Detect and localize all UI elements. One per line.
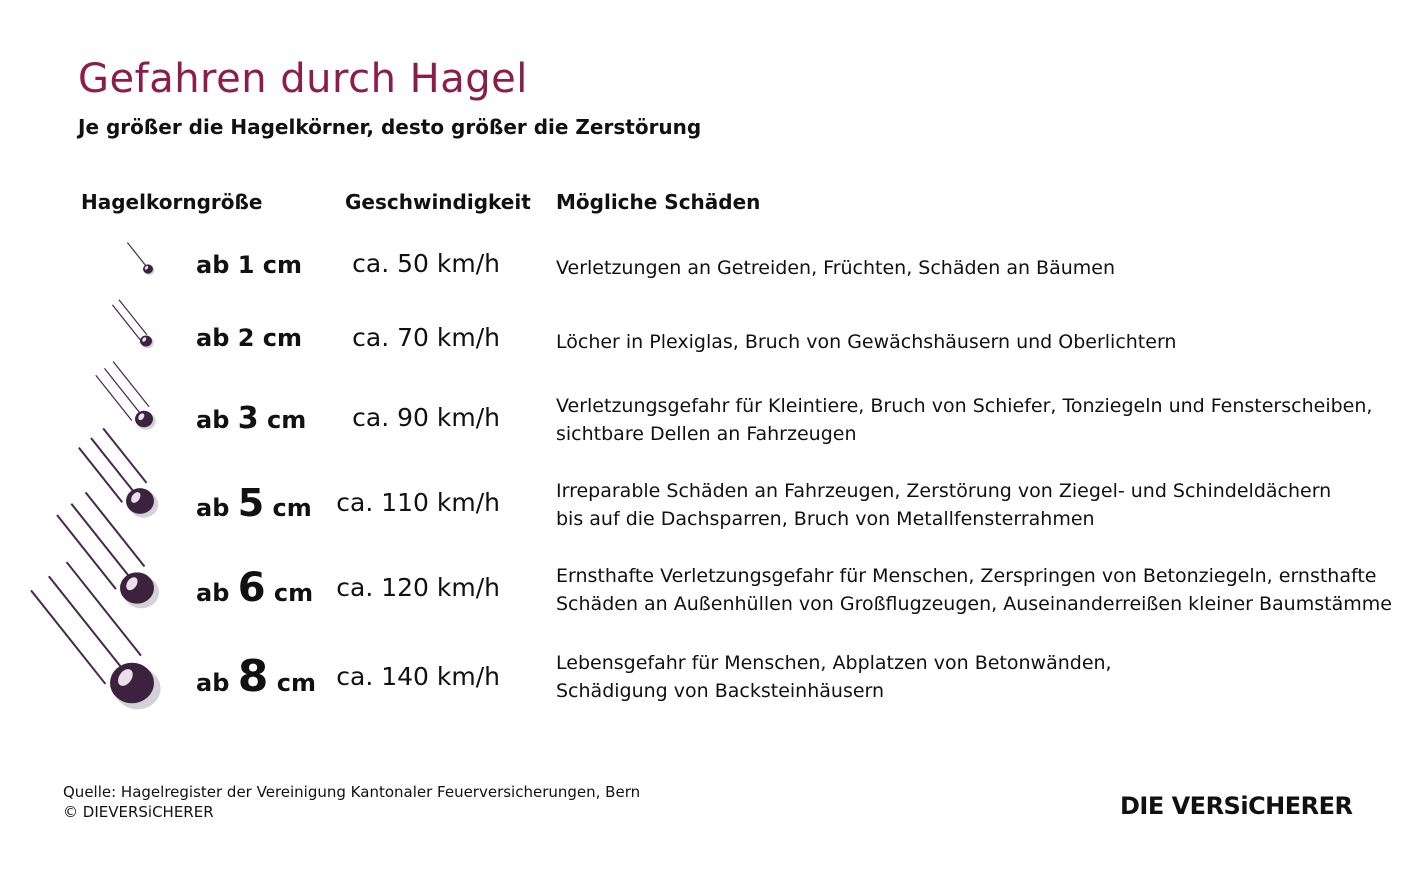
damage-line: Lebensgefahr für Menschen, Abplatzen von Betonwänden, xyxy=(556,652,1112,674)
size-prefix: ab xyxy=(196,324,238,352)
damage-description xyxy=(556,392,1372,448)
hail-size-label xyxy=(196,651,316,702)
size-prefix: ab xyxy=(196,494,238,523)
size-unit: cm xyxy=(254,324,303,352)
hail-streak xyxy=(127,243,146,266)
hail-size-label xyxy=(196,565,313,611)
column-header-speed: Geschwindigkeit xyxy=(345,190,531,214)
page-subtitle: Je größer die Hagelkörner, desto größer die Zerstörung xyxy=(78,115,702,139)
hail-streak xyxy=(91,438,134,493)
size-value: 5 xyxy=(237,481,265,526)
size-prefix: ab xyxy=(196,579,238,608)
hailstone-icon xyxy=(0,0,140,120)
hail-streak xyxy=(104,368,140,413)
size-prefix: ab xyxy=(196,251,238,279)
hail-size-label xyxy=(196,481,312,525)
size-value: 2 xyxy=(237,324,255,352)
damage-description xyxy=(556,254,1115,282)
size-prefix: ab xyxy=(196,405,238,434)
size-value: 1 xyxy=(237,251,255,279)
hail-size-label xyxy=(196,324,302,352)
size-value: 3 xyxy=(237,400,259,436)
source-text: Quelle: Hagelregister der Vereinigung Kantonaler Feuerversicherungen, Bern xyxy=(63,783,641,801)
damage-line: sichtbare Dellen an Fahrzeugen xyxy=(556,423,857,445)
hail-streak xyxy=(71,504,130,578)
hail-streak xyxy=(79,448,122,503)
speed-value: ca. 70 km/h xyxy=(352,323,500,352)
hail-streak xyxy=(103,428,146,483)
damage-description xyxy=(556,562,1392,618)
speed-value: ca. 90 km/h xyxy=(352,403,500,432)
damage-line: Verletzungsgefahr für Kleintiere, Bruch von Schiefer, Tonziegeln und Fensterscheiben, xyxy=(556,395,1373,417)
speed-value: ca. 50 km/h xyxy=(352,249,500,278)
speed-value: ca. 140 km/h xyxy=(336,662,500,691)
hail-streak xyxy=(113,361,149,406)
hail-streak xyxy=(96,375,132,420)
hail-streak xyxy=(49,576,123,670)
damage-description xyxy=(556,477,1331,533)
speed-value: ca. 120 km/h xyxy=(336,573,500,602)
size-value: 8 xyxy=(237,651,269,702)
hail-streak xyxy=(31,590,105,684)
damage-line: Schädigung von Backsteinhäusern xyxy=(556,680,885,702)
column-header-damage: Mögliche Schäden xyxy=(556,190,761,214)
hail-size-label xyxy=(196,401,306,436)
hail-streak xyxy=(57,515,116,589)
size-unit: cm xyxy=(264,494,312,523)
size-prefix: ab xyxy=(196,669,238,697)
size-unit: cm xyxy=(258,405,307,434)
brand-logo: DIE VERSiCHERER xyxy=(1120,792,1353,820)
speed-value: ca. 110 km/h xyxy=(336,488,500,517)
damage-line: Verletzungen an Getreiden, Früchten, Schäden an Bäumen xyxy=(556,257,1116,279)
size-unit: cm xyxy=(254,251,303,279)
copyright-text: © DIEVERSiCHERER xyxy=(63,803,214,821)
size-unit: cm xyxy=(268,669,316,697)
page-title: Gefahren durch Hagel xyxy=(78,56,528,102)
damage-description xyxy=(556,328,1176,356)
source-note xyxy=(63,782,640,822)
hail-size-label xyxy=(196,251,302,279)
hail-streak xyxy=(119,300,147,335)
damage-line: Irreparable Schäden an Fahrzeugen, Zerstörung von Ziegel- und Schindeldächern xyxy=(556,480,1332,502)
size-value: 6 xyxy=(237,565,266,612)
damage-line: Schäden an Außenhüllen von Großflugzeugen, Auseinanderreißen kleiner Baumstämme xyxy=(556,593,1392,615)
damage-description xyxy=(556,649,1112,705)
size-unit: cm xyxy=(265,579,314,608)
column-header-size: Hagelkorngröße xyxy=(81,190,263,214)
hail-streak xyxy=(112,305,140,340)
damage-line: bis auf die Dachsparren, Bruch von Metallfensterrahmen xyxy=(556,508,1095,530)
damage-line: Ernsthafte Verletzungsgefahr für Menschen, Zerspringen von Betonziegeln, ernsthafte xyxy=(556,565,1377,587)
damage-line: Löcher in Plexiglas, Bruch von Gewächshäusern und Oberlichtern xyxy=(556,331,1177,353)
